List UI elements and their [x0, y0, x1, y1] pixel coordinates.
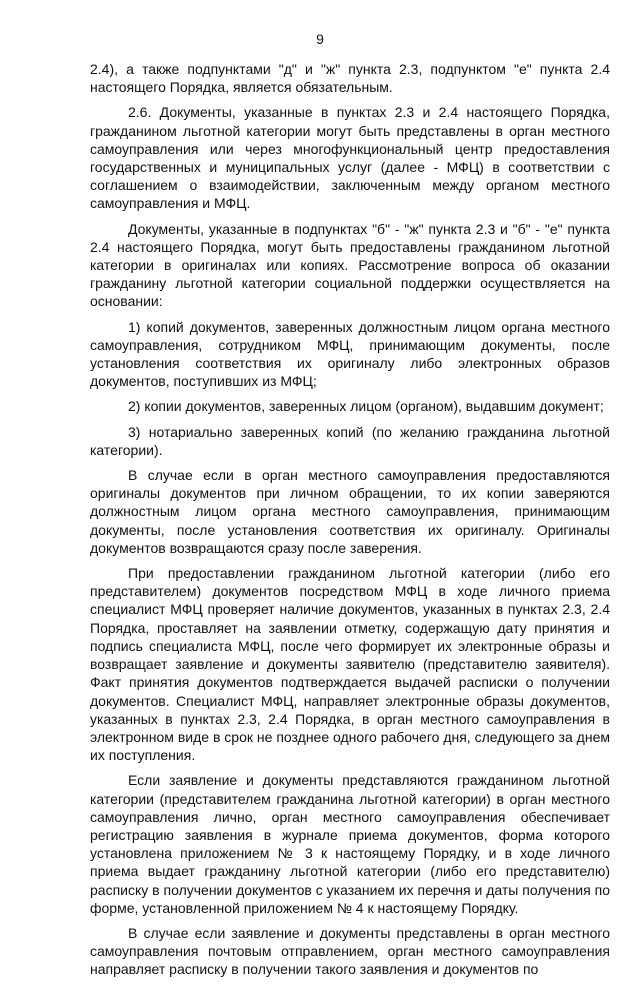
paragraph-personal-submission: В случае если в орган местного самоуправления предоставляются оригиналы документов при личном обращении, то их копии заверяются должностным лицом органа местного самоуправления, принимающим документы, после установления соответствия их оригиналу. Оригиналы документов возвращаются сразу после заверения. [90, 467, 610, 556]
list-item-2: 2) копии документов, заверенных лицом (органом), выдавшим документ; [128, 398, 604, 415]
list-item-1: 1) копий документов, заверенных должностным лицом органа местного самоуправления, сотрудником МФЦ, принимающим документы, после установления соответствия их оригиналу либо электронных образов документов, поступивших из МФЦ; [90, 318, 610, 390]
paragraph-mfc-submission: При предоставлении гражданином льготной категории (либо его представителем) документов посредством МФЦ в ходе личного приема специалист МФЦ проверяет наличие документов, указанных в пунктах 2.3, 2.4 Порядка, проставляет на заявлении отметку, содержащую дату принятия и подпись специалиста МФЦ, после чего формирует их электронные образы и возвращает заявление и документы заявителю (представителю заявителя). Факт принятия документов подтверждается выдачей расписки о получении документов. Специалист МФЦ, направляет электронные образы документов, указанных в пунктах 2.3, 2.4 Порядка, в орган местного самоуправления в электронном виде в срок не позднее одного рабочего дня, следующего за днем их поступления. [90, 565, 610, 764]
list-item-3: 3) нотариально заверенных копий (по желанию гражданина льготной категории). [90, 423, 610, 458]
paragraph-postal-submission: В случае если заявление и документы представлены в орган местного самоуправления почтовым отправлением, орган местного самоуправления направляет расписку в получении такого заявления и документов по [90, 924, 610, 978]
paragraph-2-6: 2.6. Документы, указанные в пунктах 2.3 и 2.4 настоящего Порядка, гражданином льготной категории могут быть представлены в орган местного самоуправления или через многофункциональный центр предоставления государственных и муниципальных услуг (далее - МФЦ) в соответствии с соглашением о взаимодействии, заключенным между органом местного самоуправления и МФЦ. [90, 104, 610, 212]
page-number: 9 [316, 31, 324, 47]
paragraph-documents-originals: Документы, указанные в подпунктах "б" - "ж" пункта 2.3 и "б" - "е" пункта 2.4 настоящего Порядка, могут быть предоставлены гражданином льготной категории в оригиналах или копиях. Рассмотрение вопроса об оказании гражданину льготной категории социальной поддержки осуществляется на основании: [90, 220, 610, 310]
paragraph-direct-submission: Если заявление и документы представляются гражданином льготной категории (представителем гражданина льготной категории) в орган местного самоуправления лично, орган местного самоуправления обеспечивает регистрацию заявления в журнале приема документов, форма которого установлена приложением № 3 к настоящему Порядку, и в ходе личного приема выдает гражданину льготной категории (либо его представителю) расписку в получении документов с указанием их перечня и даты получения по форме, установленной приложением № 4 к настоящему Порядку. [90, 772, 610, 916]
paragraph-continuation: 2.4), а также подпунктами "д" и "ж" пункта 2.3, подпунктом "е" пункта 2.4 настоящего Порядка, является обязательным. [90, 61, 610, 96]
document-body [90, 60, 610, 986]
